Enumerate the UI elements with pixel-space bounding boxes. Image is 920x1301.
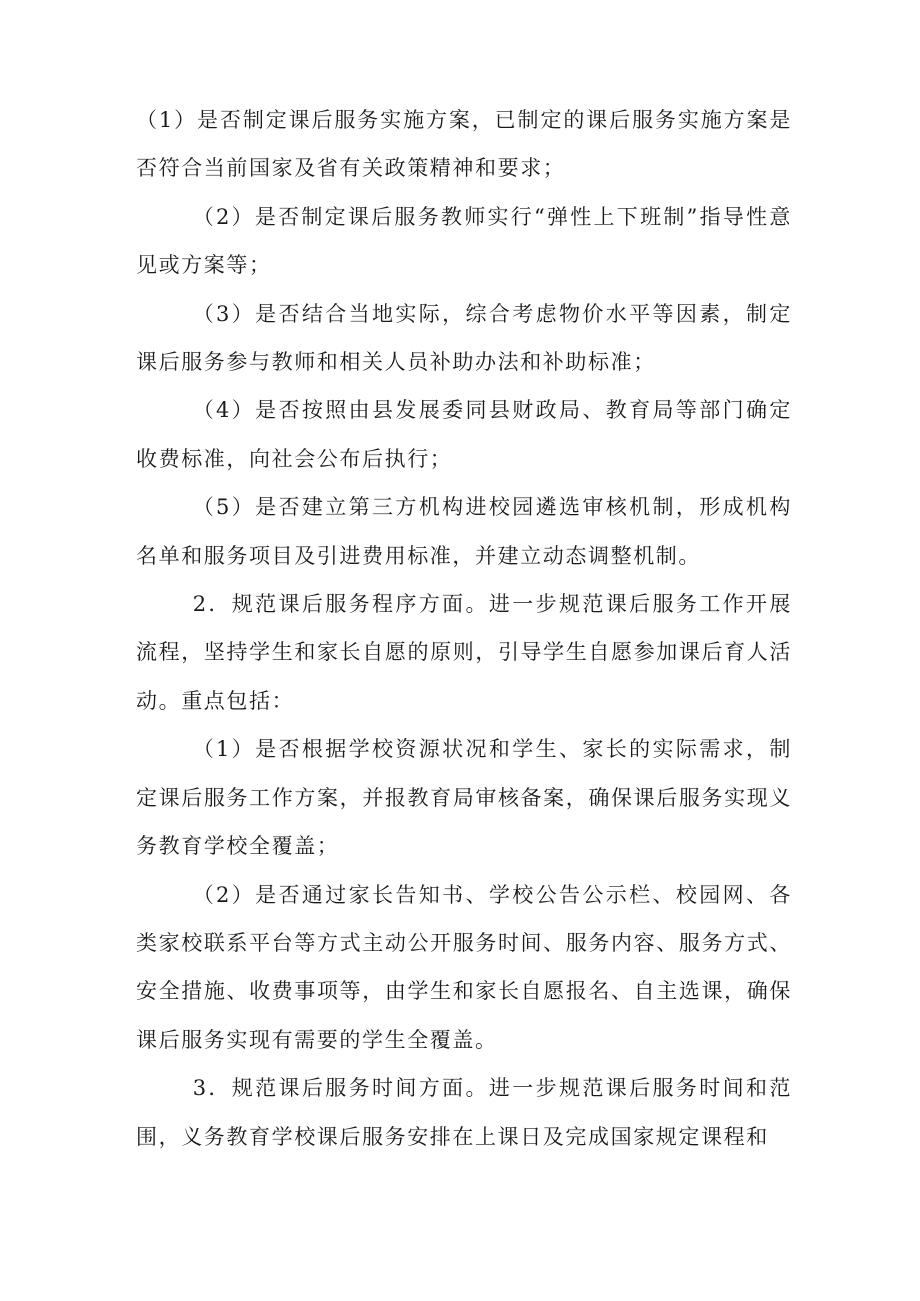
document-body [136, 96, 792, 1161]
section-heading-2: 2．规范课后服务程序方面。进一步规范课后服务工作开展流程，坚持学生和家长自愿的原则，引导学生自愿参加课后育人活动。重点包括： [136, 592, 792, 713]
paragraph-item-1-5: （5）是否建立第三方机构进校园遴选审核机制，形成机构名单和服务项目及引进费用标准，并建立动态调整机制。 [136, 495, 792, 568]
paragraph-item-1-2: （2）是否制定课后服务教师实行“弹性上下班制”指导性意见或方案等； [136, 204, 792, 278]
paragraph-item-1-3: （3）是否结合当地实际，综合考虑物价水平等因素，制定课后服务参与教师和相关人员补助办法和补助标准； [136, 301, 792, 375]
paragraph-item-1-1: （1）是否制定课后服务实施方案，已制定的课后服务实施方案是否符合当前国家及省有关政策精神和要求； [136, 108, 792, 181]
section-heading-3: 3．规范课后服务时间方面。进一步规范课后服务时间和范围，义务教育学校课后服务安排在上课日及完成国家规定课程和 [136, 1076, 792, 1149]
paragraph-item-1-4: （4）是否按照由县发展委同县财政局、教育局等部门确定收费标准，向社会公布后执行； [136, 398, 792, 471]
paragraph-item-2-2: （2）是否通过家长告知书、学校公告公示栏、校园网、各类家校联系平台等方式主动公开服务时间、服务内容、服务方式、安全措施、收费事项等，由学生和家长自愿报名、自主选课，确保课后服务实现有需要的学生全覆盖。 [136, 882, 792, 1052]
paragraph-item-2-1: （1）是否根据学校资源状况和学生、家长的实际需求，制定课后服务工作方案，并报教育局审核备案，确保课后服务实现义务教育学校全覆盖； [136, 737, 792, 859]
